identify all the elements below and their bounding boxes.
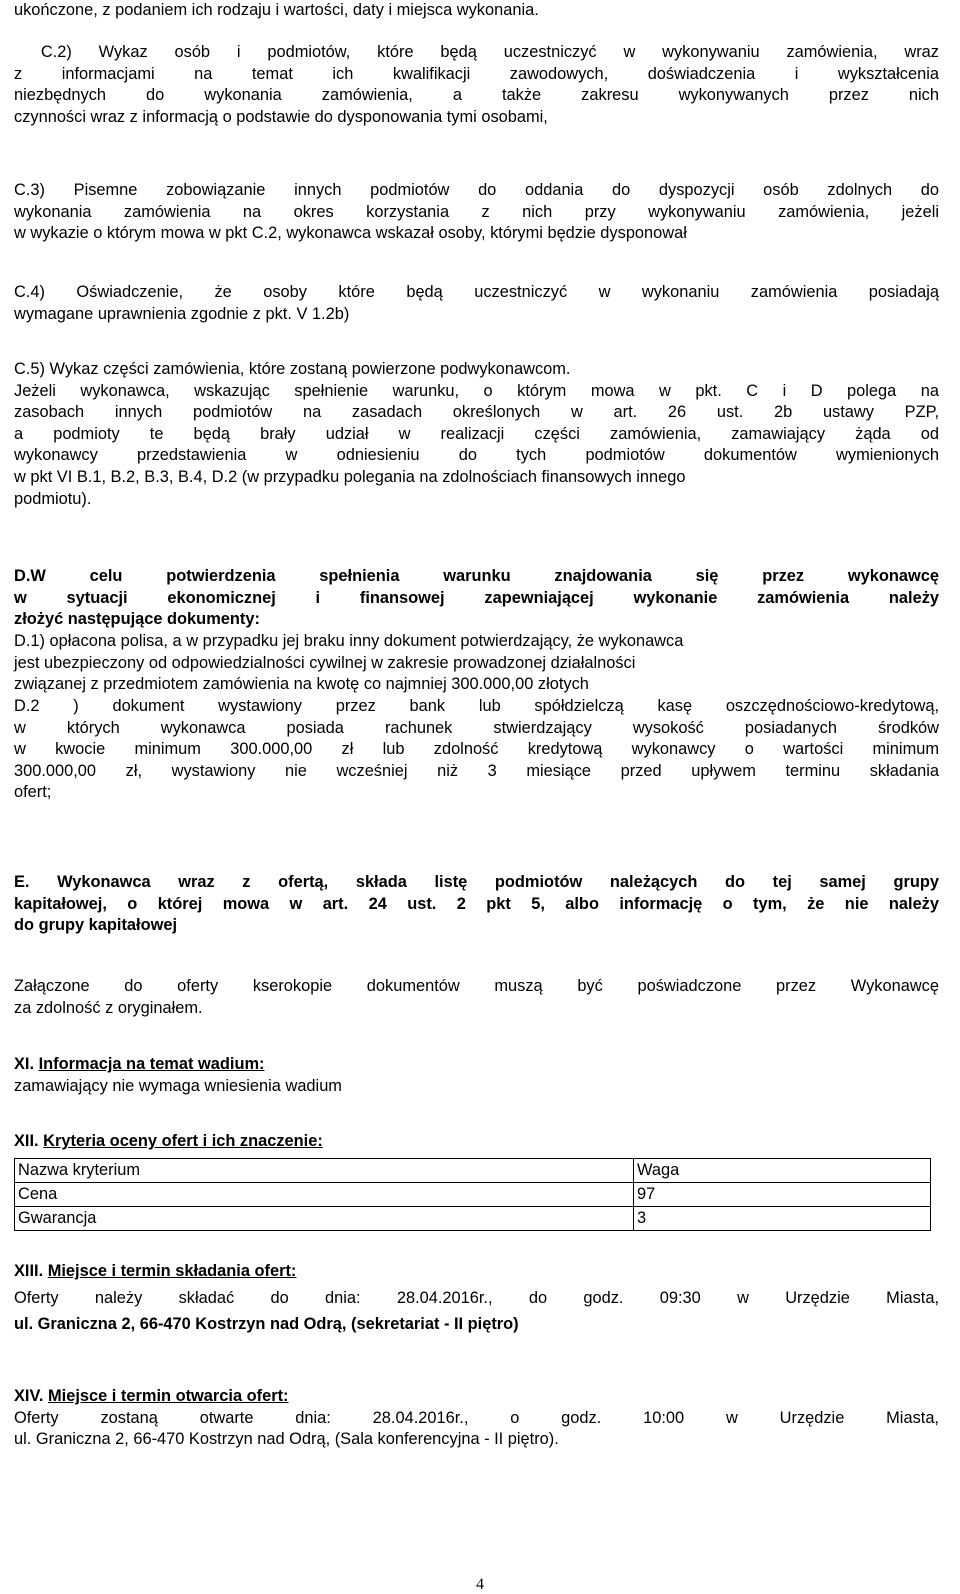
d1-line: jest ubezpieczony od odpowiedzialności cywilnej w zakresie prowadzonej działalności bbox=[14, 653, 636, 672]
xiv-title: Miejsce i termin otwarcia ofert: bbox=[48, 1387, 289, 1405]
c2-line: C.2) Wykaz osób i podmiotów, które będą uczestniczyć w wykonywaniu zamówienia, wraz bbox=[14, 43, 939, 61]
c2-line: z informacjami na temat ich kwalifikacji zawodowych, doświadczenia i wykształcenia bbox=[14, 64, 939, 83]
c3-line: C.3) Pisemne zobowiązanie innych podmiotów do oddania do dyspozycji osób zdolnych do bbox=[14, 181, 939, 199]
d-heading-line: w sytuacji ekonomicznej i finansowej zapewniającej wykonanie zamówienia należy bbox=[14, 588, 939, 607]
d2-line: w których wykonawca posiada rachunek stwierdzający wysokość posiadanych środków bbox=[14, 718, 939, 737]
c5-line: C.5) Wykaz części zamówienia, które zostaną powierzone podwykonawcom. bbox=[14, 360, 571, 378]
section-xiv bbox=[14, 1386, 939, 1451]
c5-line: w pkt VI B.1, B.2, B.3, B.4, D.2 (w przypadku polegania na zdolnościach finansowych innego bbox=[14, 467, 686, 486]
table-cell: Cena bbox=[15, 1183, 634, 1207]
c2-line: niezbędnych do wykonania zamówienia, a także zakresu wykonywanych przez nich bbox=[14, 86, 939, 105]
c5-line: Jeżeli wykonawca, wskazując spełnienie warunku, o którym mowa w pkt. C i D polega na bbox=[14, 381, 939, 400]
e-heading-line: kapitałowej, o której mowa w art. 24 ust. 2 pkt 5, albo informację o tym, że nie należy bbox=[14, 894, 939, 913]
xiv-line1: Oferty zostaną otwarte dnia: 28.04.2016r., o godz. 10:00 w Urzędzie Miasta, bbox=[14, 1408, 939, 1427]
table-cell: Gwarancja bbox=[15, 1207, 634, 1231]
c3-line: wykonania zamówienia na okres korzystania z nich przy wykonywaniu zamówienia, jeżeli bbox=[14, 202, 939, 221]
d1-line: D.1) opłacona polisa, a w przypadku jej braku inny dokument potwierdzający, że wykonawca bbox=[14, 632, 684, 650]
xiii-line1: Oferty należy składać do dnia: 28.04.2016r., do godz. 09:30 w Urzędzie Miasta, bbox=[14, 1288, 939, 1307]
e-heading-line: do grupy kapitałowej bbox=[14, 916, 178, 935]
section-d1 bbox=[14, 631, 939, 696]
page-number: 4 bbox=[476, 1576, 484, 1593]
xii-title: Kryteria oceny ofert i ich znaczenie: bbox=[43, 1132, 323, 1150]
xiv-number: XIV. bbox=[14, 1387, 44, 1405]
section-e-heading bbox=[14, 872, 939, 937]
table-header-cell: Waga bbox=[634, 1159, 931, 1183]
xiv-heading bbox=[14, 1386, 939, 1408]
criteria-table bbox=[14, 1158, 931, 1231]
xii-number: XII. bbox=[14, 1132, 39, 1150]
d2-line: 300.000,00 zł, wystawiony nie wcześniej niż 3 miesiące przed upływem terminu składania bbox=[14, 761, 939, 780]
d-heading-line: D.W celu potwierdzenia spełnienia warunku znajdowania się przez wykonawcę bbox=[14, 567, 939, 585]
xiii-number: XIII. bbox=[14, 1262, 44, 1280]
xi-number: XI. bbox=[14, 1055, 35, 1073]
c5-line: podmiotu). bbox=[14, 489, 92, 508]
xii-heading bbox=[14, 1131, 939, 1153]
d-heading-line: złożyć następujące dokumenty: bbox=[14, 610, 260, 629]
attach-line: Załączone do oferty kserokopie dokumentów muszą być poświadczone przez Wykonawcę bbox=[14, 977, 939, 995]
section-c2 bbox=[14, 42, 939, 128]
c5-line: a podmioty te będą brały udział w realizacji części zamówienia, zamawiający żąda od bbox=[14, 424, 939, 443]
table-header-cell: Nazwa kryterium bbox=[15, 1159, 634, 1183]
intro-tail: ukończone, z podaniem ich rodzaju i wartości, daty i miejsca wykonania. bbox=[14, 1, 539, 19]
table-row bbox=[15, 1183, 931, 1207]
xiv-line2: ul. Graniczna 2, 66-470 Kostrzyn nad Odrą, (Sala konferencyjna - II piętro). bbox=[14, 1430, 559, 1449]
e-heading-line: E. Wykonawca wraz z ofertą, składa listę podmiotów należących do tej samej grupy bbox=[14, 873, 939, 891]
c3-line: w wykazie o którym mowa w pkt C.2, wykonawca wskazał osoby, którymi będzie dysponował bbox=[14, 224, 687, 243]
xiii-heading bbox=[14, 1261, 939, 1283]
xiii-title: Miejsce i termin składania ofert: bbox=[47, 1262, 297, 1280]
section-xiii bbox=[14, 1261, 939, 1336]
attachments-note bbox=[14, 976, 939, 1019]
c5-line: zasobach innych podmiotów na zasadach określonych w art. 26 ust. 2b ustawy PZP, bbox=[14, 403, 939, 422]
xi-title: Informacja na temat wadium: bbox=[38, 1055, 265, 1073]
xi-text: zamawiający nie wymaga wniesienia wadium bbox=[14, 1076, 342, 1095]
table-header-row bbox=[15, 1159, 931, 1183]
c4-line: C.4) Oświadczenie, że osoby które będą uczestniczyć w wykonaniu zamówienia posiadają bbox=[14, 283, 939, 301]
xi-heading bbox=[14, 1054, 939, 1076]
section-d-heading bbox=[14, 566, 939, 631]
c2-line: czynności wraz z informacją o podstawie do dysponowania tymi osobami, bbox=[14, 107, 548, 126]
d2-line: D.2 ) dokument wystawiony przez bank lub spółdzielczą kasę oszczędnościowo-kredytową, bbox=[14, 697, 939, 715]
section-d2 bbox=[14, 696, 939, 804]
table-row bbox=[15, 1207, 931, 1231]
table-cell: 3 bbox=[634, 1207, 931, 1231]
d1-line: związanej z przedmiotem zamówienia na kwotę co najmniej 300.000,00 złotych bbox=[14, 675, 589, 694]
attach-line: za zdolność z oryginałem. bbox=[14, 998, 203, 1017]
c4-line: wymagane uprawnienia zgodnie z pkt. V 1.2b) bbox=[14, 304, 350, 323]
section-xii bbox=[14, 1131, 939, 1153]
section-c3 bbox=[14, 180, 939, 245]
section-c5 bbox=[14, 359, 939, 510]
section-xi bbox=[14, 1054, 939, 1097]
d2-line: ofert; bbox=[14, 783, 52, 802]
d2-line: w kwocie minimum 300.000,00 zł lub zdolność kredytową wykonawcy o wartości minimum bbox=[14, 740, 939, 759]
xiii-line2: ul. Graniczna 2, 66-470 Kostrzyn nad Odrą, (sekretariat - II piętro) bbox=[14, 1315, 519, 1334]
table-cell: 97 bbox=[634, 1183, 931, 1207]
c5-line: wykonawcy przedstawienia w odniesieniu do tych podmiotów dokumentów wymienionych bbox=[14, 446, 939, 465]
section-c4 bbox=[14, 282, 939, 325]
